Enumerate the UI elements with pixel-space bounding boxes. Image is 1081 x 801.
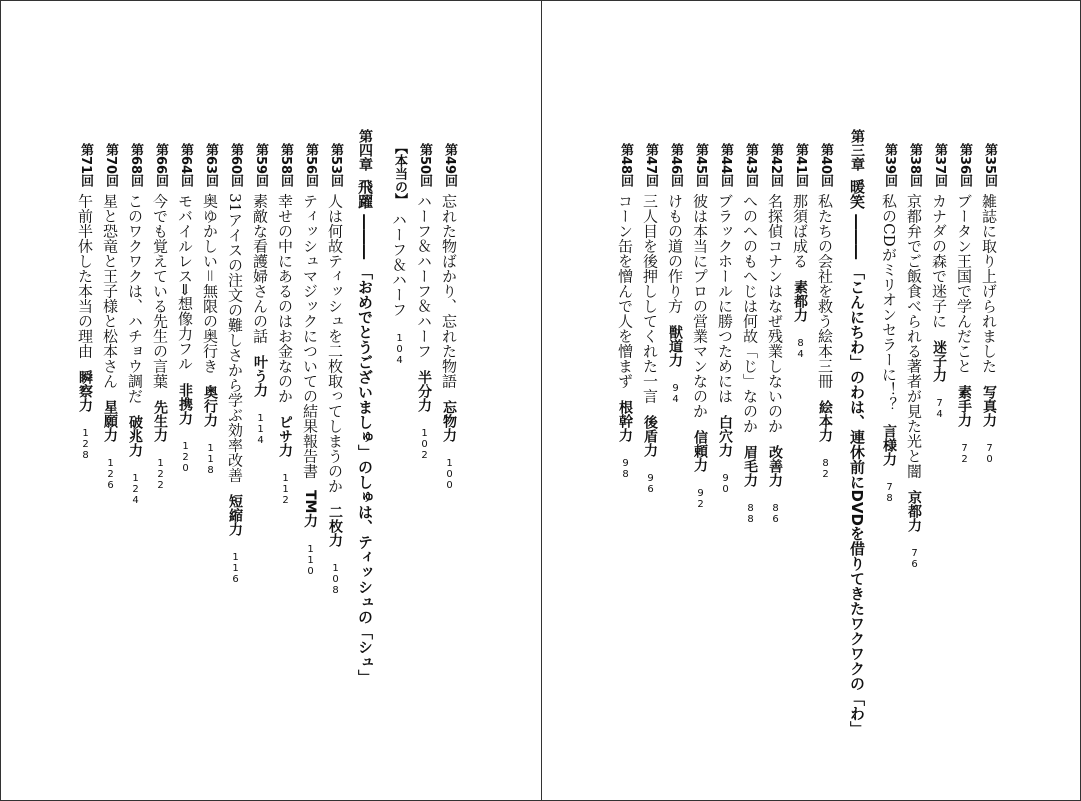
- toc-entry: [931, 143, 946, 420]
- page-number: 94: [670, 383, 681, 406]
- entry-title: 星と恐竜と王子様と松本さん: [101, 193, 119, 389]
- entry-keyword: 写真力: [981, 385, 997, 428]
- page-number: 100: [444, 458, 455, 492]
- episode-number: 第35回: [982, 143, 997, 188]
- page-number: 128: [80, 428, 91, 462]
- entry-keyword: 獣道力: [667, 325, 683, 368]
- page-number: 116: [230, 552, 241, 586]
- episode-number: 第60回: [228, 143, 243, 188]
- toc-entry: [127, 143, 142, 506]
- episode-number: 第58回: [278, 143, 293, 188]
- page-number: 114: [255, 413, 266, 447]
- entry-title: 私たちの会社を救う絵本三冊: [816, 193, 834, 389]
- entry-title: 素敵な看護婦さんの話: [251, 193, 269, 344]
- episode-number: 第50回: [417, 143, 432, 188]
- toc-entry: [742, 143, 757, 525]
- entry-title: 人は何故ティッシュを二枚取ってしまうのか: [326, 193, 344, 494]
- entry-title: ブータン王国で学んだこと: [955, 193, 973, 374]
- toc-entry: [441, 143, 456, 491]
- episode-number: 第46回: [668, 143, 683, 188]
- entry-title: 31アイスの注文の難しさから学ぶ効率改善: [226, 193, 244, 483]
- page-number: 120: [180, 440, 191, 474]
- entry-keyword: 絵本力: [817, 400, 833, 443]
- chapter-title: 暖笑 ――― 「こんにちわ」のわは、連休前にDVDを借りてきたワクワクの「わ」: [848, 179, 866, 736]
- toc-entry: [881, 143, 896, 504]
- entry-title: 雑誌に取り上げられました: [980, 193, 998, 374]
- entry-title: モバイルレス⇒想像力フル: [176, 193, 194, 371]
- toc-entry: [391, 141, 406, 366]
- entry-title: 三人目を後押ししてくれた一言: [641, 193, 659, 404]
- page-number: 96: [645, 473, 656, 496]
- entry-title: このワクワクは、ハチョウ調だ: [126, 193, 144, 404]
- toc-entry: [617, 143, 632, 480]
- toc-entry: [981, 143, 996, 465]
- entry-title: ハーフ＆ハーフ＆ハーフ: [415, 193, 433, 359]
- entry-title: 幸せの中にあるのはお金なのか: [276, 193, 294, 404]
- entry-title: 京都弁でご飯食べられる著者が見た光と闇: [905, 193, 923, 479]
- entry-keyword: 破兆力: [127, 415, 143, 458]
- page-number: 78: [884, 481, 895, 504]
- entry-title: 午前半休した本当の理由: [76, 193, 94, 359]
- toc-entry: [277, 143, 292, 506]
- episode-number: 第70回: [103, 143, 118, 188]
- episode-number: 第47回: [643, 143, 658, 188]
- episode-number: 第45回: [693, 143, 708, 188]
- chapter-heading: [849, 129, 864, 736]
- entry-keyword: 眉毛力: [742, 445, 758, 488]
- entry-title: 彼は本当にプロの営業マンなのか: [691, 193, 709, 419]
- toc-entry: [642, 143, 657, 495]
- episode-number: 第59回: [253, 143, 268, 188]
- toc-entry: [202, 143, 217, 476]
- entry-keyword: 非携力: [177, 382, 193, 425]
- entry-keyword: 半分力: [416, 370, 432, 413]
- entry-keyword: 言様力: [881, 423, 897, 466]
- page-number: 126: [105, 458, 116, 492]
- episode-number: 第56回: [303, 143, 318, 188]
- toc-entry: [327, 143, 342, 596]
- entry-keyword: 改善力: [767, 445, 783, 488]
- page-number: 122: [155, 458, 166, 492]
- page-number: 74: [934, 398, 945, 421]
- toc-entry: [667, 143, 682, 405]
- episode-number: 第66回: [153, 143, 168, 188]
- toc-entry: [792, 143, 807, 360]
- entry-keyword: 迷子力: [931, 340, 947, 383]
- entry-keyword: 根幹力: [617, 400, 633, 443]
- page-number: 76: [909, 548, 920, 571]
- page-number: 108: [330, 563, 341, 597]
- page-number: 102: [419, 428, 430, 462]
- entry-keyword: 素都力: [792, 280, 808, 323]
- entry-keyword: 二枚力: [327, 505, 343, 548]
- toc-entry: [416, 143, 431, 461]
- entry-keyword: 奥行力: [202, 385, 218, 428]
- toc-entry: [817, 143, 832, 480]
- entry-title: 私のCDがミリオンセラーに！？: [880, 193, 898, 412]
- entry-title: へのへのもへじは何故「じ」なのか: [741, 193, 759, 434]
- page-number: 90: [720, 473, 731, 496]
- entry-keyword: 信頼力: [692, 430, 708, 473]
- episode-number: 第63回: [203, 143, 218, 188]
- toc-entry: [717, 143, 732, 495]
- episode-number: 第71回: [78, 143, 93, 188]
- toc-entry: [252, 143, 267, 446]
- page-number: 88: [745, 503, 756, 526]
- entry-keyword: 瞬察力: [77, 370, 93, 413]
- toc-entry: [177, 143, 192, 474]
- toc-entry: [227, 143, 242, 585]
- entry-keyword: 素手力: [956, 385, 972, 428]
- episode-number: 第42回: [768, 143, 783, 188]
- entry-keyword: 京都力: [906, 490, 922, 533]
- page-number: 112: [280, 473, 291, 507]
- chapter-heading: [357, 129, 372, 684]
- toc-entry: [956, 143, 971, 465]
- entry-title: 奥ゆかしい＝無限の奥行き: [201, 193, 219, 374]
- entry-title: ティッシュマジックについての結果報告書: [301, 193, 319, 479]
- entry-title: 今でも覚えている先生の言葉: [151, 193, 169, 389]
- page-number: 82: [820, 458, 831, 481]
- chapter-number: 第四章: [357, 129, 373, 171]
- toc-entry: [906, 143, 921, 570]
- episode-number: 第36回: [957, 143, 972, 188]
- page-number: 92: [695, 488, 706, 511]
- entry-keyword: 星願力: [102, 400, 118, 443]
- page-number: 84: [795, 338, 806, 361]
- entry-keyword: TM力: [302, 490, 318, 528]
- chapter-number: 第三章: [849, 129, 865, 171]
- entry-title: 忘れた物ばかり、忘れた物語: [440, 193, 458, 389]
- episode-number: 第39回: [882, 143, 897, 188]
- entry-prefix: 【本当の】: [392, 141, 407, 206]
- entry-title: ブラックホールに勝つためには: [716, 193, 734, 404]
- page-number: 86: [770, 503, 781, 526]
- entry-keyword: 叶う力: [252, 355, 268, 398]
- entry-title: 那須ば成る: [791, 193, 809, 269]
- toc-entry: [77, 143, 92, 461]
- entry-keyword: 後盾力: [642, 415, 658, 458]
- page-number: 104: [394, 333, 405, 366]
- entry-title: コーン缶を憎んで人を憎まず: [616, 193, 634, 389]
- episode-number: 第44回: [718, 143, 733, 188]
- episode-number: 第43回: [743, 143, 758, 188]
- episode-number: 第64回: [178, 143, 193, 188]
- episode-number: 第53回: [328, 143, 343, 188]
- toc-entry: [692, 143, 707, 510]
- entry-title: けもの道の作り方: [666, 193, 684, 314]
- episode-number: 第38回: [907, 143, 922, 188]
- page-number: 118: [205, 443, 216, 477]
- entry-keyword: 先生力: [152, 400, 168, 443]
- toc-entry: [102, 143, 117, 491]
- page-number: 72: [959, 443, 970, 466]
- episode-number: 第68回: [128, 143, 143, 188]
- entry-title: ハーフ＆ハーフ: [390, 212, 408, 317]
- episode-number: 第40回: [818, 143, 833, 188]
- entry-keyword: 忘物力: [441, 400, 457, 443]
- entry-keyword: 白穴力: [717, 415, 733, 458]
- page-number: 98: [620, 458, 631, 481]
- episode-number: 第48回: [618, 143, 633, 188]
- toc-entry: [152, 143, 167, 491]
- toc-entry: [302, 143, 317, 577]
- episode-number: 第49回: [442, 143, 457, 188]
- episode-number: 第41回: [793, 143, 808, 188]
- entry-keyword: 短縮力: [227, 494, 243, 537]
- page-number: 110: [305, 543, 316, 577]
- page-gutter: [541, 1, 542, 800]
- page-number: 124: [130, 473, 141, 507]
- entry-title: 名探偵コナンはなぜ残業しないのか: [766, 193, 784, 434]
- episode-number: 第37回: [932, 143, 947, 188]
- page-number: 70: [984, 443, 995, 466]
- toc-entry: [767, 143, 782, 525]
- entry-keyword: ピサ力: [277, 415, 293, 458]
- chapter-title: 飛躍 ――― 「おめでとうございましゅ」のしゅは、ティッシュの「シュ」: [356, 179, 374, 685]
- entry-title: カナダの森で迷子に: [930, 193, 948, 329]
